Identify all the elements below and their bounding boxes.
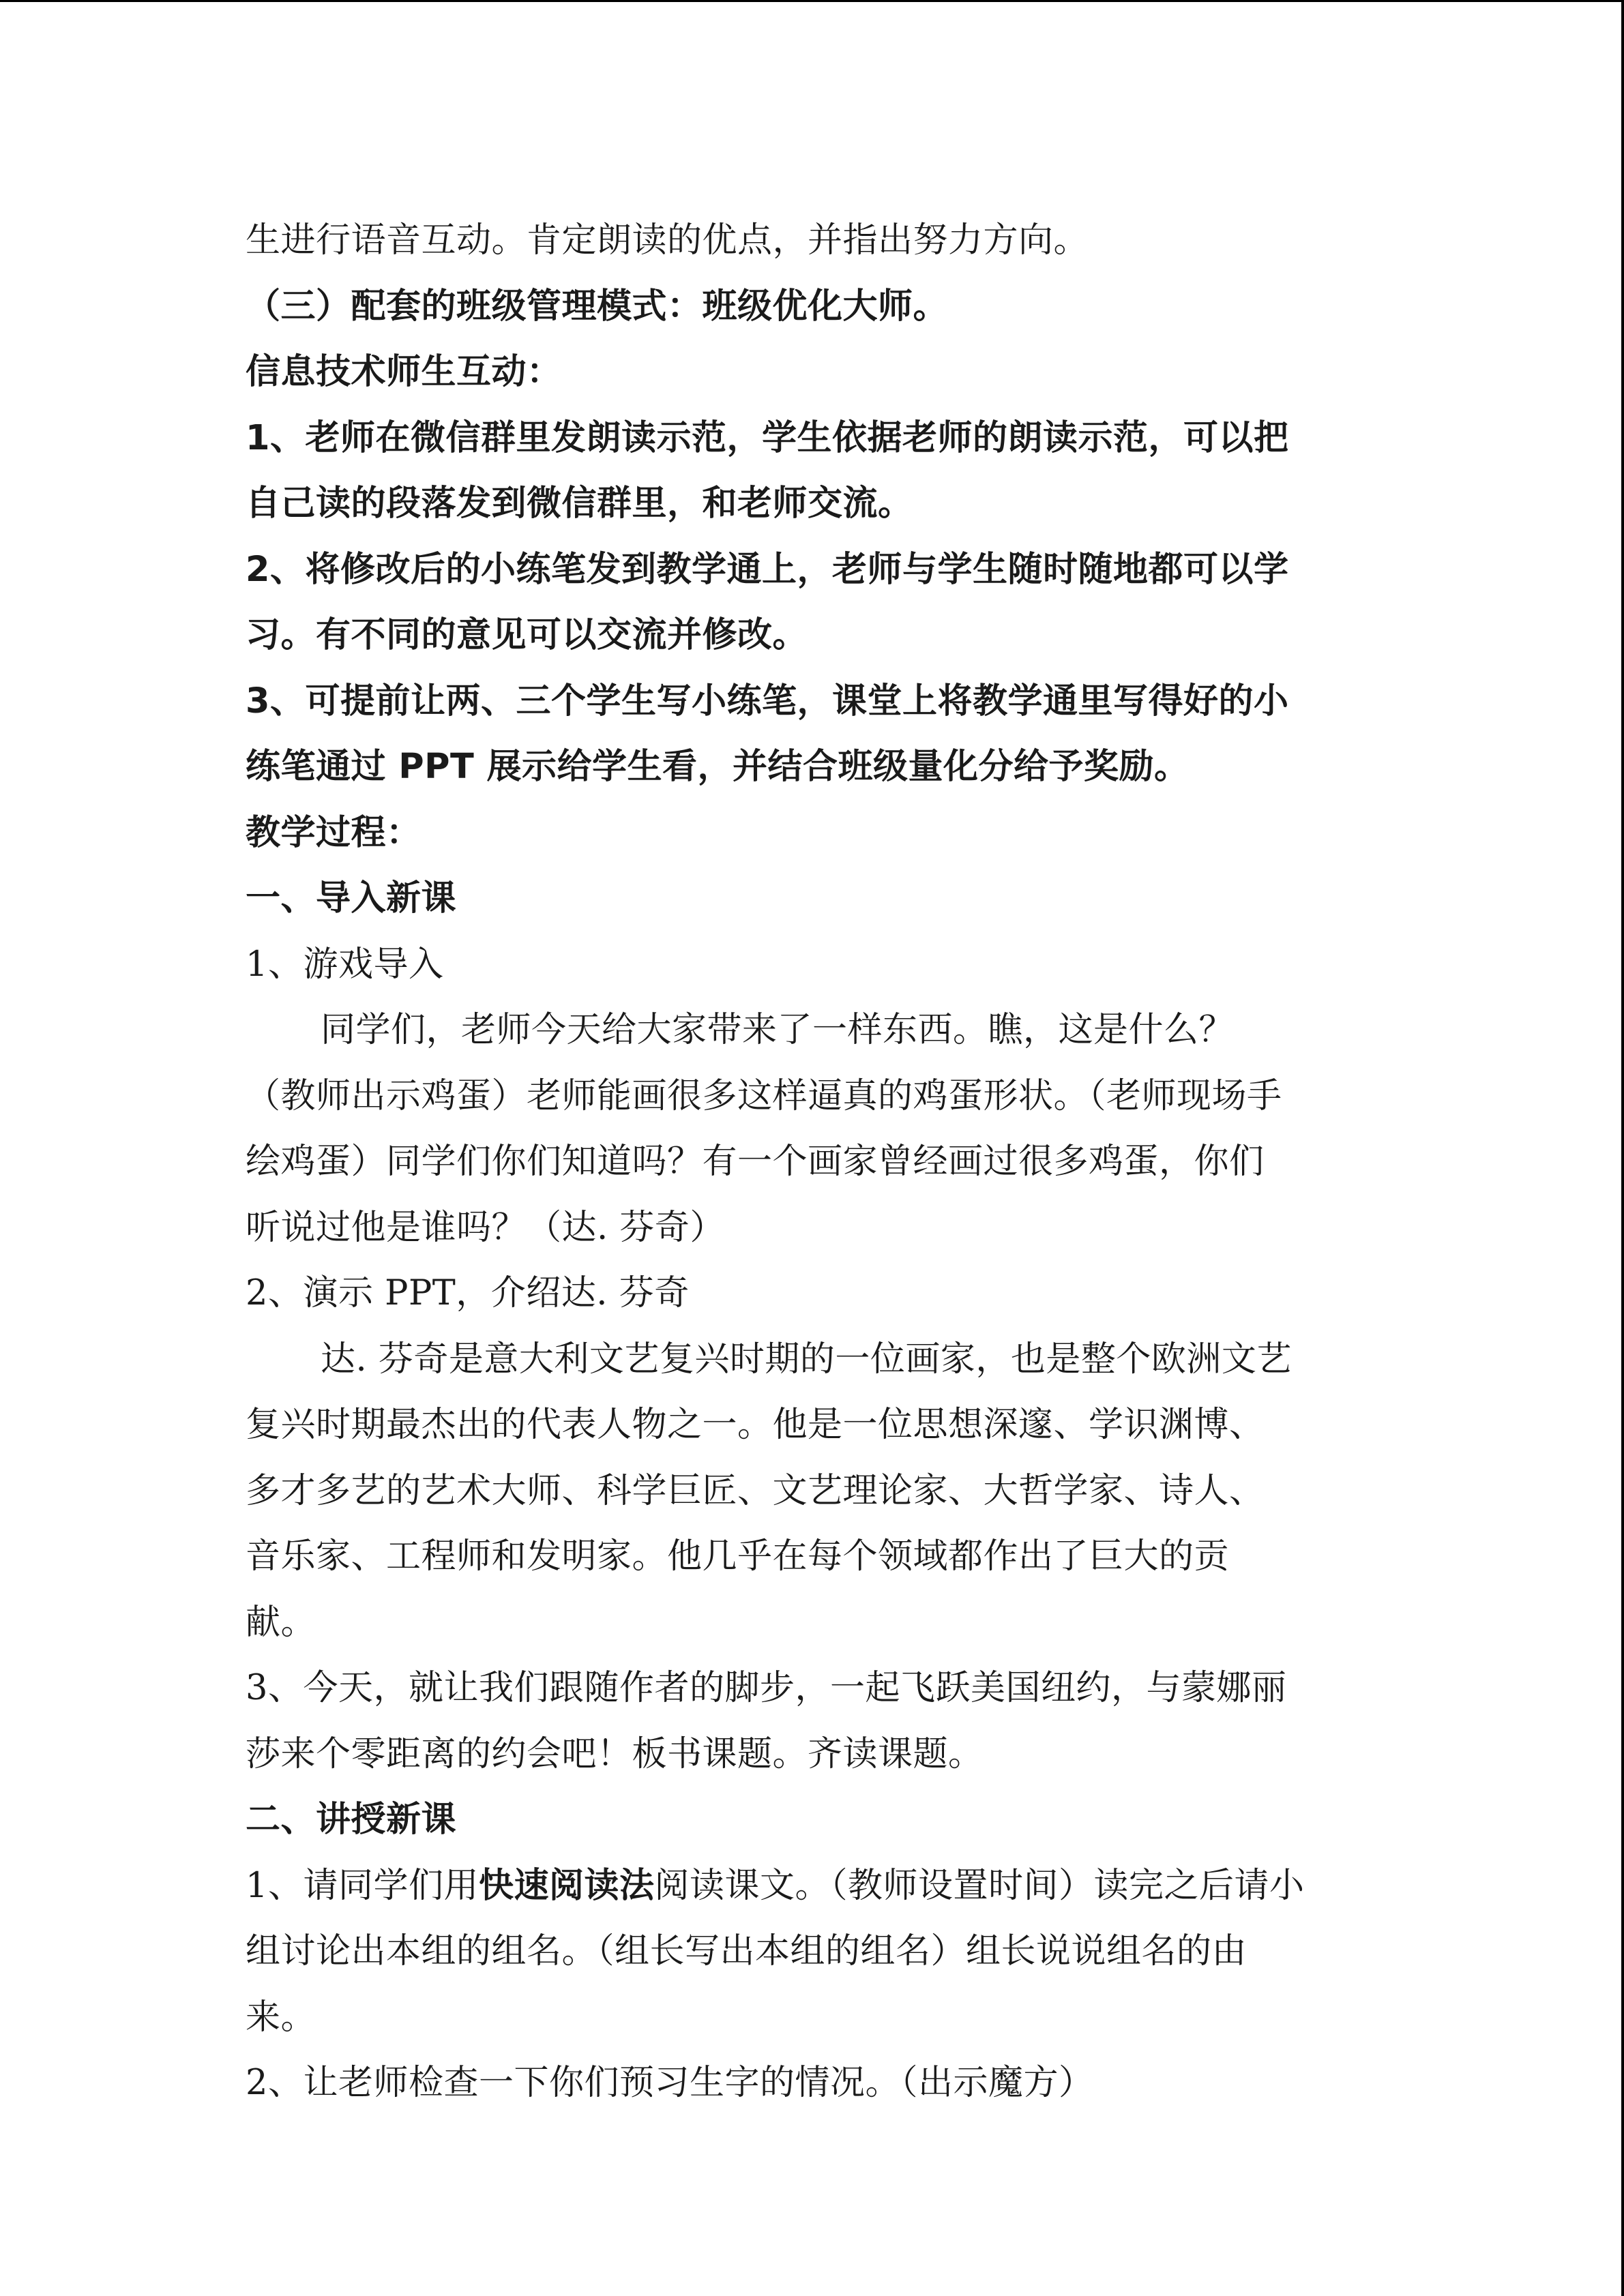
text-line-mixed-1 [246,1853,1378,1920]
text-line: 多才多艺的艺术大师、科学巨匠、文艺理论家、大哲学家、诗人、 [246,1470,1265,1511]
text-line: 莎来个零距离的约会吧！板书课题。齐读课题。 [246,1733,984,1774]
text-line-mixed-2: 组讨论出本组的组名。（组长写出本组的组名）组长说说组名的由 [246,1931,1247,1971]
text-line: 听说过他是谁吗？（达. 芬奇） [246,1207,725,1248]
text-line: 1、老师在微信群里发朗读示范，学生依据老师的朗读示范，可以把 [246,417,1289,458]
text-line-mixed-3: 来。 [246,1997,316,2038]
text-segment: 1、请同学们用 [246,1865,479,1906]
text-line: 献。 [246,1602,316,1643]
text-line-mixed-4: 2、让老师检查一下你们预习生字的情况。（出示魔方） [246,2063,1094,2103]
text-line: 一、导入新课 [246,878,457,919]
text-line: 1、游戏导入 [246,944,444,985]
text-line: 教学过程： [246,812,422,853]
text-line: 二、讲授新课 [246,1800,457,1840]
text-line: 2、演示 PPT，介绍达. 芬奇 [246,1273,690,1313]
page-right-border [1621,0,1624,2296]
text-line: 2、将修改后的小练笔发到教学通上，老师与学生随时随地都可以学 [246,549,1289,590]
page-top-border [0,0,1624,2]
text-line: 同学们，老师今天给大家带来了一样东西。瞧，这是什么？ [321,1010,1235,1050]
text-line: 自己读的段落发到微信群里，和老师交流。 [246,483,913,524]
text-line: 3、可提前让两、三个学生写小练笔，课堂上将教学通里写得好的小 [246,681,1289,721]
text-line: 音乐家、工程师和发明家。他几乎在每个领域都作出了巨大的贡 [246,1536,1230,1577]
bold-term: 快速阅读法 [478,1865,655,1906]
text-line: 3、今天，就让我们跟随作者的脚步，一起飞跃美国纽约，与蒙娜丽 [246,1668,1287,1708]
text-line: （教师出示鸡蛋）老师能画很多这样逼真的鸡蛋形状。（老师现场手 [246,1075,1282,1116]
document-body [246,208,1378,2117]
text-line: 复兴时期最杰出的代表人物之一。他是一位思想深邃、学识渊博、 [246,1405,1265,1445]
text-line: 练笔通过 PPT 展示给学生看，并结合班级量化分给予奖励。 [246,747,1190,787]
text-line: 生进行语音互动。肯定朗读的优点，并指出努力方向。 [246,220,1089,260]
text-line: 习。有不同的意见可以交流并修改。 [246,615,808,655]
text-line: 达. 芬奇是意大利文艺复兴时期的一位画家，也是整个欧洲文艺 [321,1339,1292,1380]
text-line: （三）配套的班级管理模式：班级优化大师。 [246,286,949,327]
text-line: 信息技术师生互动： [246,352,562,392]
text-segment: 阅读课文。（教师设置时间）读完之后请小 [654,1865,1305,1906]
text-line: 绘鸡蛋）同学们你们知道吗？有一个画家曾经画过很多鸡蛋，你们 [246,1142,1265,1182]
text-lines [246,208,1378,1853]
